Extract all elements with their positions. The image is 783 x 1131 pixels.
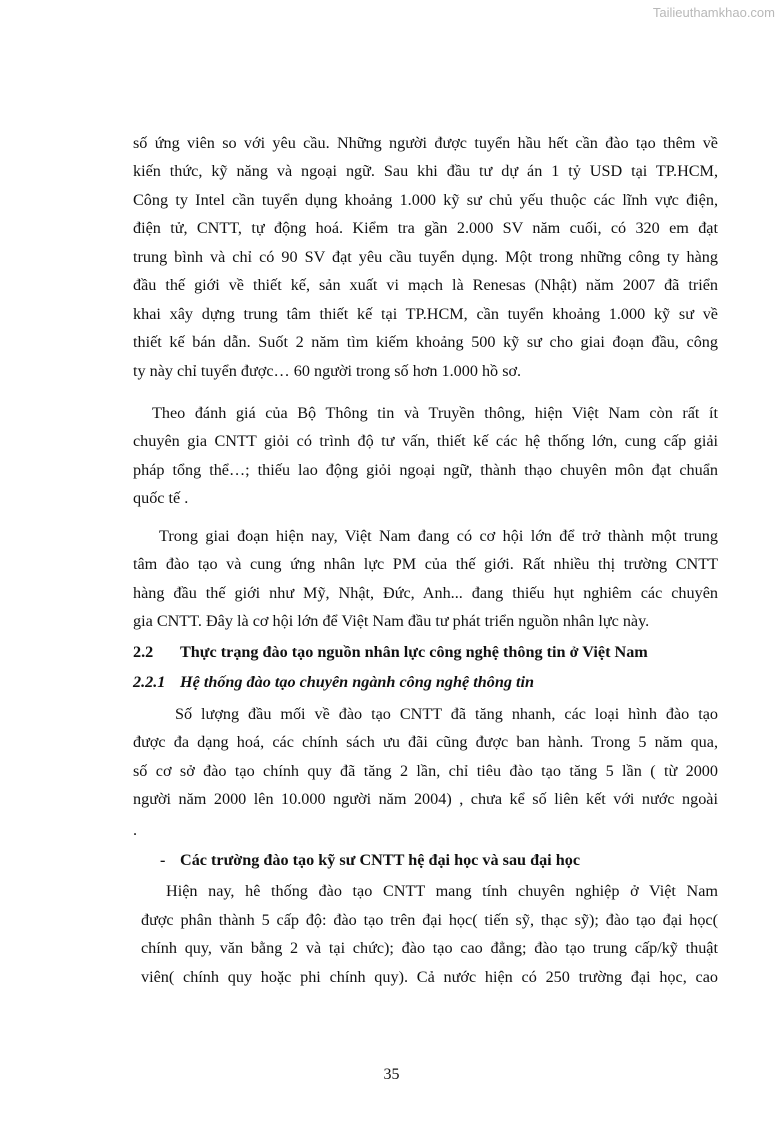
text-line: người năm 2000 lên 10.000 người năm 2004) , chưa kể số liên kết với nước ngoài: [133, 790, 718, 808]
text-line: pháp tổng thể…; thiếu lao động giỏi ngoại ngữ, thành thạo chuyên môn đạt chuẩn: [133, 461, 718, 479]
text-line: điện tử, CNTT, tự động hoá. Kiểm tra gần 2.000 SV năm cuối, có 320 em đạt: [133, 219, 718, 237]
text-line: tâm đào tạo và cung ứng nhân lực PM của thế giới. Rất nhiều thị trường CNTT: [133, 555, 718, 573]
text-line: quốc tế .: [133, 489, 189, 507]
text-line: được phân thành 5 cấp độ: đào tạo trên đại học( tiến sỹ, thạc sỹ); đào tạo đại học(: [141, 911, 718, 929]
text-line: chính quy, văn bằng 2 và tại chức); đào tạo cao đẳng; đào tạo trung cấp/kỹ thuật: [141, 939, 718, 957]
text-line: số ứng viên so với yêu cầu. Những người được tuyển hầu hết cần đào tạo thêm về: [133, 134, 718, 152]
text-line: đầu thế giới về thiết kế, sản xuất vi mạch là Renesas (Nhật) năm 2007 đã triển: [133, 276, 718, 294]
text-line: Số lượng đầu mối về đào tạo CNTT đã tăng nhanh, các loại hình đào tạo: [175, 705, 718, 723]
page-number: 35: [383, 1066, 400, 1083]
text-line: Theo đánh giá của Bộ Thông tin và Truyền thông, hiện Việt Nam còn rất ít: [152, 404, 718, 422]
text-line: .: [133, 821, 138, 839]
text-line: số cơ sở đào tạo chính quy đã tăng 2 lần, chỉ tiêu đào tạo tăng 5 lần ( từ 2000: [133, 762, 718, 780]
bullet-marker: -: [160, 851, 166, 869]
bullet-text: Các trường đào tạo kỹ sư CNTT hệ đại học và sau đại học: [180, 851, 581, 869]
bullet-item: [160, 850, 745, 870]
text-line: khai xây dựng trung tâm thiết kế tại TP.HCM, cần tuyển khoảng 1.000 kỹ sư về: [133, 305, 718, 323]
text-line: thiết kế bán dẫn. Suốt 2 năm tìm kiếm khoảng 500 kỹ sư cho giai đoạn đầu, công: [133, 333, 718, 351]
text-line: viên( chính quy hoặc phi chính quy). Cả nước hiện có 250 trường đại học, cao: [141, 968, 718, 986]
watermark: Tailieuthamkhao.com: [652, 5, 775, 20]
text-line: trung bình và chỉ có 90 SV đạt yêu cầu tuyển dụng. Một trong những công ty hàng: [133, 248, 718, 266]
text-line: Công ty Intel cần tuyển dụng khoảng 1.000 kỹ sư chủ yếu thuộc các lĩnh vực điện,: [133, 191, 718, 209]
heading-title: Thực trạng đào tạo nguồn nhân lực công nghệ thông tin ở Việt Nam: [180, 643, 648, 661]
text-line: hàng đầu thế giới như Mỹ, Nhật, Đức, Anh... đang thiếu hụt nghiêm các chuyên: [133, 584, 718, 602]
text-line: Hiện nay, hê thống đào tạo CNTT mang tính chuyên nghiệp ở Việt Nam: [166, 882, 718, 900]
text-line: được đa dạng hoá, các chính sách ưu đãi cũng được ban hành. Trong 5 năm qua,: [133, 733, 718, 751]
section-heading-2-2-1: [133, 672, 718, 692]
heading-title: Hệ thống đào tạo chuyên ngành công nghệ thông tin: [180, 673, 534, 691]
heading-number: 2.2.1: [133, 673, 166, 691]
text-line: kiến thức, kỹ năng và ngoại ngữ. Sau khi đầu tư dự án 1 tỷ USD tại TP.HCM,: [133, 162, 718, 180]
text-line: Trong giai đoạn hiện nay, Việt Nam đang có cơ hội lớn để trở thành một trung: [159, 527, 718, 545]
text-line: chuyên gia CNTT giỏi có trình độ tư vấn, thiết kế các hệ thống lớn, cung cấp giải: [133, 432, 718, 450]
heading-number: 2.2: [133, 643, 154, 661]
text-line: ty này chỉ tuyển được… 60 người trong số hơn 1.000 hồ sơ.: [133, 362, 522, 380]
text-line: gia CNTT. Đây là cơ hội lớn để Việt Nam đầu tư phát triển nguồn nhân lực này.: [133, 612, 650, 630]
section-heading-2-2: [133, 642, 718, 662]
